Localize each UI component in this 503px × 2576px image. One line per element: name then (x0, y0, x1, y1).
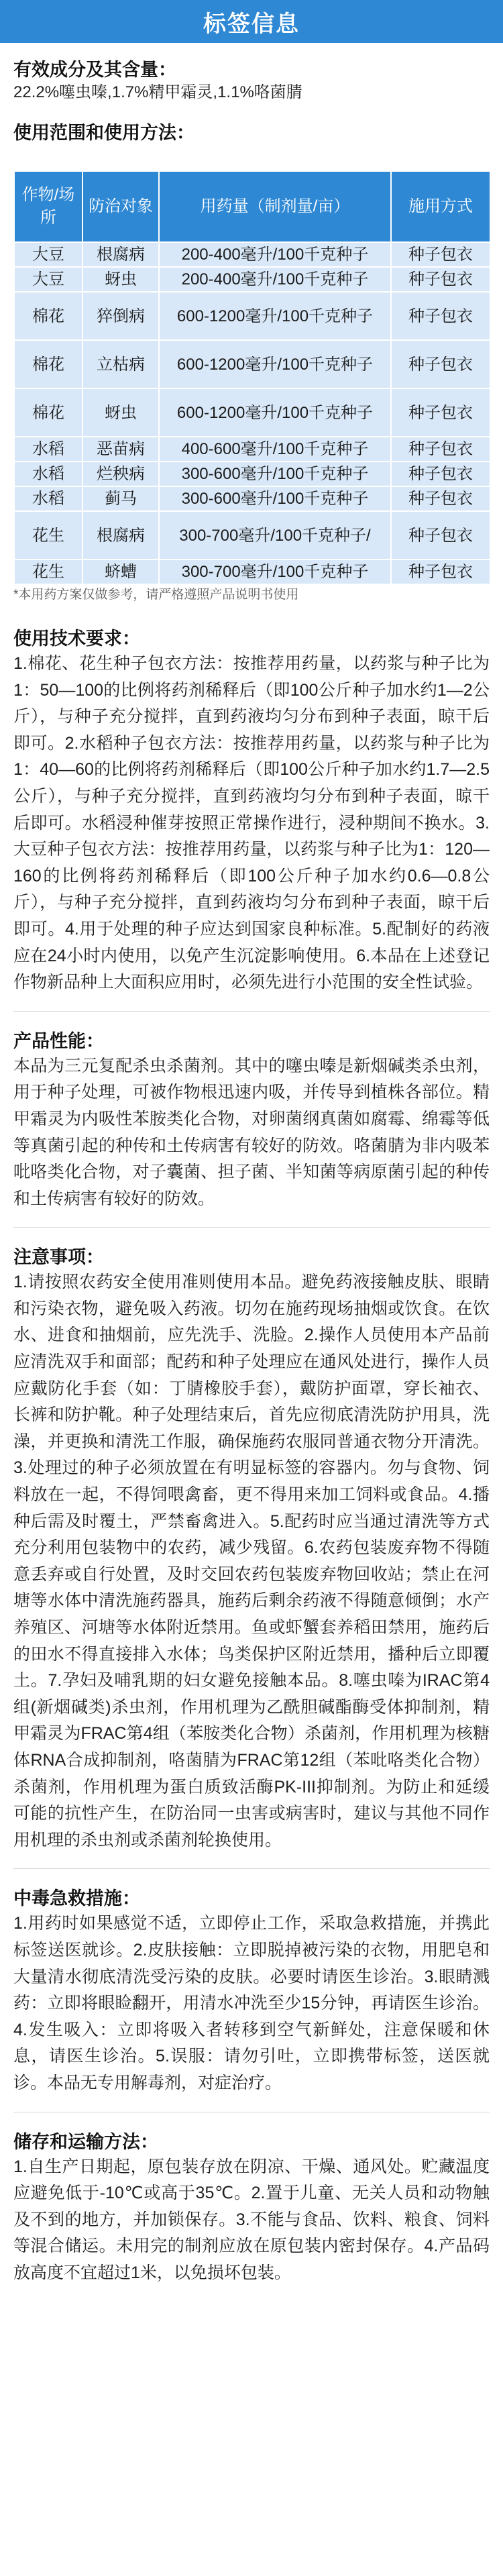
cell-dosage: 200-400毫升/100千克种子 (159, 242, 391, 267)
table-row (14, 486, 490, 511)
storage-section (13, 2130, 490, 2287)
cell-crop: 大豆 (14, 242, 82, 267)
cell-dosage: 300-600毫升/100千克种子 (159, 486, 391, 511)
technique-section (13, 627, 490, 996)
table-row (14, 437, 490, 462)
usage-section (13, 121, 490, 604)
section-divider (13, 1868, 490, 1869)
table-row (14, 340, 490, 388)
cell-target: 根腐病 (82, 511, 159, 559)
storage-text: 1.自生产日期起，原包装存放在阴凉、干燥、通风处。贮藏温度应避免低于-10℃或高于35℃。2.置于儿童、无关人员和动物触及不到的地方，并加锁保存。3.不能与食品、饮料、粮食、饲料等混合储运。未用完的制剂应放在原包装内密封保存。4.产品码放高度不宜超过1米，以免损坏包装。 (13, 2157, 490, 2282)
cell-method: 种子包衣 (391, 462, 490, 486)
precautions-section (13, 1245, 490, 1854)
technique-text: 1.棉花、花生种子包衣方法：按推荐用药量，以药浆与种子比为1：50—100的比例将药剂稀释后（即100公斤种子加水约1—2公斤），与种子充分搅拌，直到药液均匀分布到种子表面，晾干后即可。2.水稻种子包衣方法：按推荐用药量，以药浆与种子比为1：40—60的比例将药剂稀释后（即100公斤种子加水约1.7—2.5公斤），与种子充分搅拌，直到药液均匀分布到种子表面，晾干后即可。水稻浸种催芽按照正常操作进行，浸种期间不换水。3.大豆种子包衣方法：按推荐用药量，以药浆与种子比为1：120—160的比例将药剂稀释后（即100公斤种子加水约0.6—0.8公斤），与种子充分搅拌，直到药液均匀分布到种子表面，晾干后即可。4.用于处理的种子应达到国家良种标准。5.配制好的药液应在24小时内使用，以免产生沉淀影响使用。6.本品在上述登记作物新品种上大面积应用时，必须先进行小范围的安全性试验。 (13, 654, 490, 992)
cell-crop: 大豆 (14, 267, 82, 292)
storage-title: 储存和运输方法： (13, 2131, 158, 2152)
cell-crop: 花生 (14, 559, 82, 584)
cell-method: 种子包衣 (391, 340, 490, 388)
cell-dosage: 400-600毫升/100千克种子 (159, 437, 391, 462)
ingredients-section (13, 58, 490, 103)
cell-dosage: 300-700毫升/100千克种子 (159, 559, 391, 584)
performance-text: 本品为三元复配杀虫杀菌剂。其中的噻虫嗪是新烟碱类杀虫剂，用于种子处理，可被作物根迅速内吸，并传导到植株各部位。精甲霜灵为内吸性苯胺类化合物，对卵菌纲真菌如腐霉、绵霉等低等真菌引起的种传和土传病害有较好的防效。咯菌腈为非内吸苯吡咯类化合物，对子囊菌、担子菌、半知菌等病原菌引起的种传和土传病害有较好的防效。 (13, 1056, 490, 1208)
cell-method: 种子包衣 (391, 267, 490, 292)
cell-target: 猝倒病 (82, 292, 159, 340)
cell-crop: 水稻 (14, 462, 82, 486)
table-row (14, 267, 490, 292)
cell-target: 蚜虫 (82, 388, 159, 437)
page-header (0, 0, 503, 43)
cell-dosage: 600-1200毫升/100千克种子 (159, 292, 391, 340)
cell-dosage: 600-1200毫升/100千克种子 (159, 340, 391, 388)
cell-dosage: 600-1200毫升/100千克种子 (159, 388, 391, 437)
table-row (14, 292, 490, 340)
poisoning-title: 中毒急救措施： (13, 1888, 140, 1909)
table-row (14, 242, 490, 267)
cell-crop: 水稻 (14, 437, 82, 462)
ingredients-title: 有效成分及其含量： (13, 60, 176, 80)
table-row (14, 511, 490, 559)
cell-dosage: 200-400毫升/100千克种子 (159, 267, 391, 292)
usage-table-header-row (14, 171, 490, 242)
poisoning-section (13, 1886, 490, 2096)
precautions-text: 1.请按照农药安全使用准则使用本品。避免药液接触皮肤、眼睛和污染衣物，避免吸入药液。切勿在施药现场抽烟或饮食。在饮水、进食和抽烟前，应先洗手、洗脸。2.操作人员使用本产品前应清洗双手和面部；配药和种子处理应在通风处进行，操作人员应戴防化手套（如：丁腈橡胶手套），戴防护面罩，穿长袖衣、长裤和防护靴。种子处理结束后，首先应彻底清洗防护用具，洗澡，并更换和清洗工作服，确保施药农服同普通衣物分开清洗。3.处理过的种子必须放置在有明显标签的容器内。勿与食物、饲料放在一起，不得饲喂禽畜，更不得用来加工饲料或食品。4.播种后需及时覆土，严禁畜禽进入。5.配药时应当通过清洗等方式充分利用包装物中的农药，减少残留。6.农药包装废弃物不得随意丢弃或自行处置，及时交回农药包装废弃物回收站；禁止在河塘等水体中清洗施药器具，施药后剩余药液不得随意倾倒；水产养殖区、河塘等水体附近禁用。鱼或虾蟹套养稻田禁用，施药后的田水不得直接排入水体；鸟类保护区附近禁用，播种后立即覆土。7.孕妇及哺乳期的妇女避免接触本品。8.噻虫嗪为IRAC第4组(新烟碱类)杀虫剂，作用机理为乙酰胆碱酯酶受体抑制剂，精甲霜灵为FRAC第4组（苯胺类化合物）杀菌剂，作用机理为核糖体RNA合成抑制剂，咯菌腈为FRAC第12组（苯吡咯类化合物）杀菌剂，作用机理为蛋白质致活酶PK-III抑制剂。为防止和延缓可能的抗性产生，在防治同一虫害或病害时，建议与其他不同作用机理的杀虫剂或杀菌剂轮换使用。 (13, 1273, 490, 1849)
technique-title: 使用技术要求： (13, 629, 140, 649)
cell-target: 立枯病 (82, 340, 159, 388)
cell-crop: 花生 (14, 511, 82, 559)
cell-target: 蛴螬 (82, 559, 159, 584)
cell-method: 种子包衣 (391, 559, 490, 584)
cell-method: 种子包衣 (391, 437, 490, 462)
cell-method: 种子包衣 (391, 511, 490, 559)
cell-crop: 棉花 (14, 388, 82, 437)
cell-method: 种子包衣 (391, 388, 490, 437)
section-divider (13, 1011, 490, 1012)
column-header-crop: 作物/场所 (14, 171, 82, 242)
table-row (14, 559, 490, 584)
table-row (14, 388, 490, 437)
ingredients-text: 22.2%噻虫嗪,1.7%精甲霜灵,1.1%咯菌腈 (13, 83, 302, 101)
cell-target: 蓟马 (82, 486, 159, 511)
cell-method: 种子包衣 (391, 242, 490, 267)
usage-note: *本用药方案仅做参考，请严格遵照产品说明书使用 (13, 588, 299, 602)
cell-target: 蚜虫 (82, 267, 159, 292)
section-divider (13, 1227, 490, 1228)
header-title: 标签信息 (203, 11, 300, 37)
label-content (0, 43, 503, 2286)
column-header-target: 防治对象 (82, 171, 159, 242)
cell-crop: 棉花 (14, 340, 82, 388)
usage-table (13, 170, 491, 585)
table-row (14, 462, 490, 486)
cell-crop: 棉花 (14, 292, 82, 340)
cell-method: 种子包衣 (391, 486, 490, 511)
cell-dosage: 300-600毫升/100千克种子 (159, 462, 391, 486)
column-header-method: 施用方式 (391, 171, 490, 242)
cell-method: 种子包衣 (391, 292, 490, 340)
column-header-dosage: 用药量（制剂量/亩） (159, 171, 391, 242)
performance-section (13, 1029, 490, 1213)
poisoning-text: 1.用药时如果感觉不适，立即停止工作，采取急救措施，并携此标签送医就诊。2.皮肤接触：立即脱掉被污染的衣物，用肥皂和大量清水彻底清洗受污染的皮肤。必要时请医生诊治。3.眼睛溅药：立即将眼睑翻开，用清水冲洗至少15分钟，再请医生诊治。4.发生吸入：立即将吸入者转移到空气新鲜处，注意保暖和休息，请医生诊治。5.误服：请勿引吐，立即携带标签，送医就诊。本品无专用解毒剂，对症治疗。 (13, 1914, 490, 2092)
performance-title: 产品性能： (13, 1030, 104, 1051)
cell-target: 恶苗病 (82, 437, 159, 462)
cell-dosage: 300-700毫升/100千克种子/ (159, 511, 391, 559)
precautions-title: 注意事项： (13, 1247, 104, 1268)
cell-crop: 水稻 (14, 486, 82, 511)
cell-target: 根腐病 (82, 242, 159, 267)
cell-target: 烂秧病 (82, 462, 159, 486)
usage-title: 使用范围和使用方法： (13, 123, 194, 143)
